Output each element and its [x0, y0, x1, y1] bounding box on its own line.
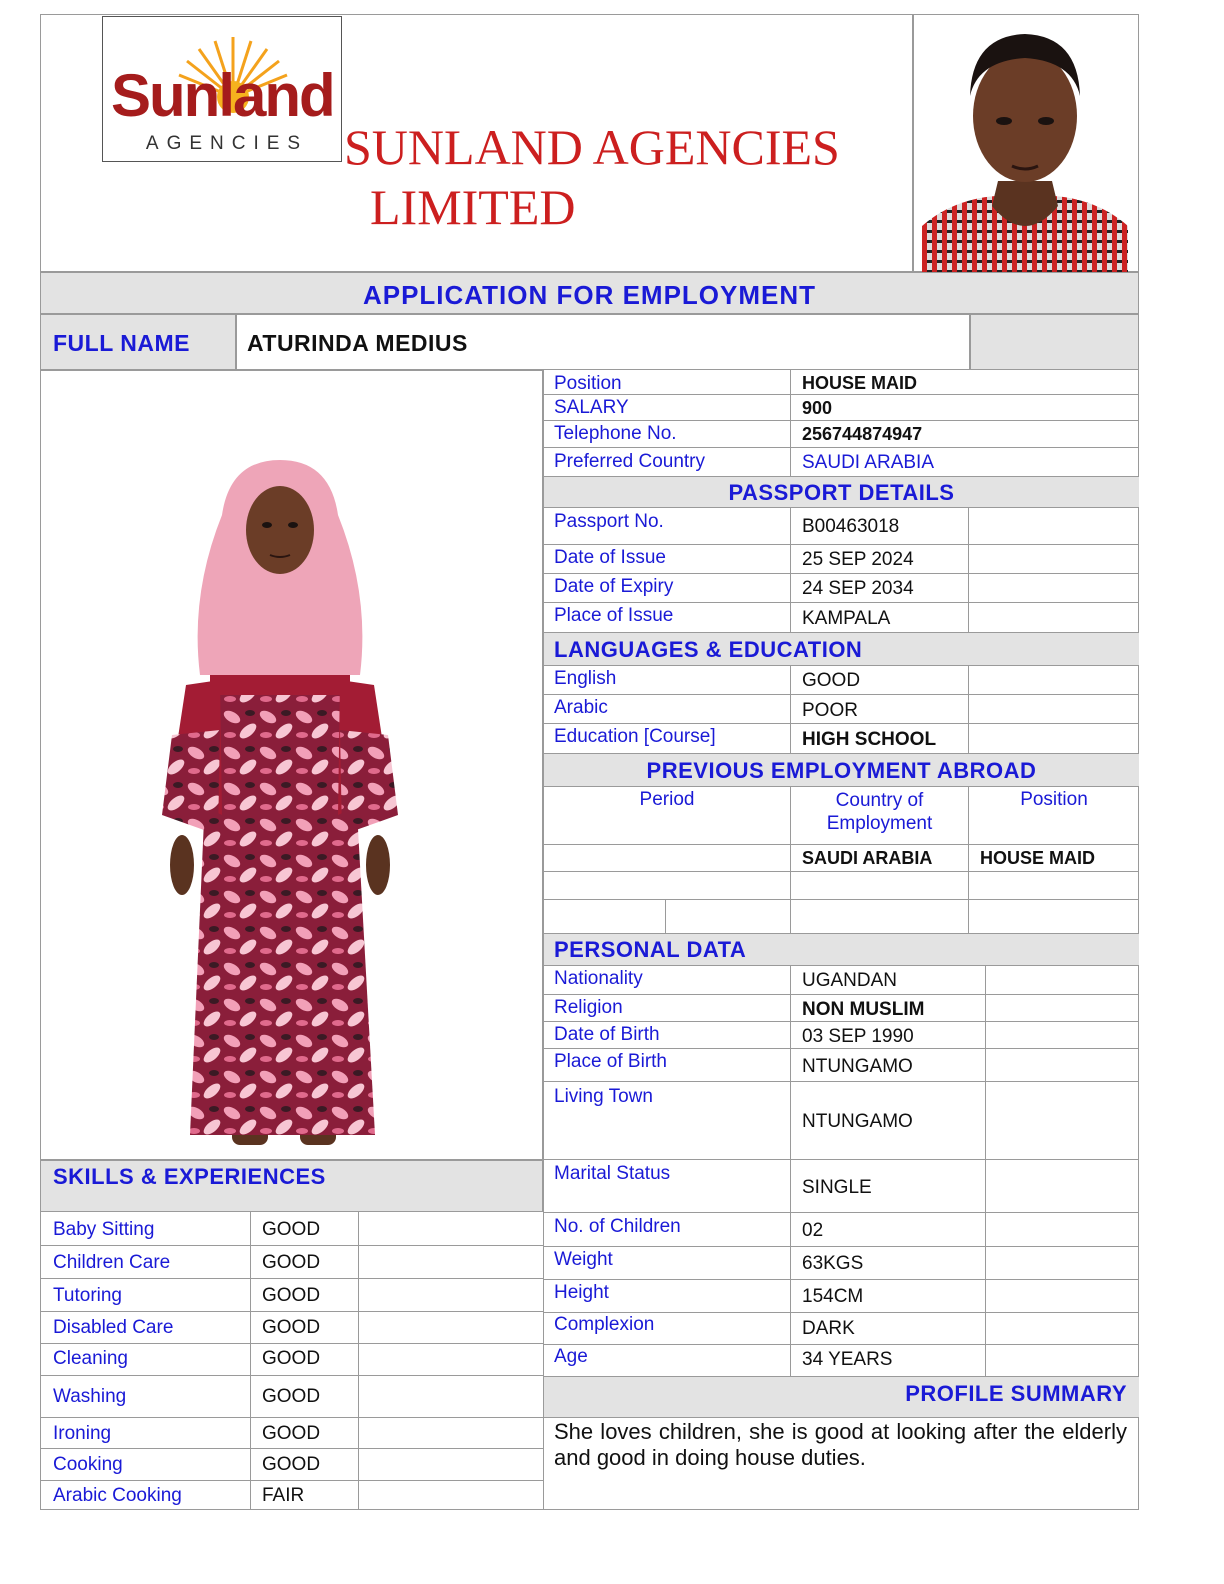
previous-employment-section-title: PREVIOUS EMPLOYMENT ABROAD: [646, 758, 1037, 783]
company-logo: [102, 16, 342, 162]
skill-cleaning-value: GOOD: [262, 1348, 321, 1369]
skill-arabic-cooking-value: FAIR: [262, 1485, 305, 1506]
skills-section-title: SKILLS & EXPERIENCES: [53, 1164, 326, 1189]
age-label: Age: [554, 1346, 588, 1367]
period-column-header: Period: [639, 789, 695, 810]
profile-summary-title: PROFILE SUMMARY: [905, 1381, 1127, 1406]
employment-position-value: HOUSE MAID: [980, 848, 1096, 868]
position-value: HOUSE MAID: [802, 373, 918, 393]
skill-tutoring-label: Tutoring: [53, 1285, 122, 1306]
telephone-value: 256744874947: [802, 424, 923, 444]
logo-wordmark: Sunland: [111, 62, 334, 129]
telephone-label: Telephone No.: [554, 423, 677, 444]
skill-ironing-label: Ironing: [53, 1423, 112, 1444]
country-of-employment-column-header: Country of Employment: [826, 790, 933, 834]
date-of-birth-label: Date of Birth: [554, 1024, 660, 1045]
place-of-birth-label: Place of Birth: [554, 1051, 667, 1072]
date-of-issue-label: Date of Issue: [554, 547, 666, 568]
preferred-country-label: Preferred Country: [554, 451, 706, 472]
passport-no-label: Passport No.: [554, 511, 664, 532]
living-town-label: Living Town: [554, 1086, 653, 1107]
position-column-header: Position: [1020, 789, 1088, 810]
company-name-line2: LIMITED: [370, 179, 576, 235]
skill-ironing-value: GOOD: [262, 1423, 321, 1444]
skill-disabled-care-label: Disabled Care: [53, 1317, 174, 1338]
skill-baby-sitting-label: Baby Sitting: [53, 1219, 155, 1240]
place-of-birth-value: NTUNGAMO: [802, 1056, 913, 1077]
preferred-country-value: SAUDI ARABIA: [802, 452, 934, 473]
languages-section-title: LANGUAGES & EDUCATION: [554, 637, 863, 662]
skill-baby-sitting-value: GOOD: [262, 1219, 321, 1240]
height-label: Height: [554, 1282, 609, 1303]
skill-cooking-value: GOOD: [262, 1454, 321, 1475]
full-name-label: FULL NAME: [53, 330, 190, 356]
full-name-empty-cell: [970, 314, 1139, 370]
skill-tutoring-value: GOOD: [262, 1285, 321, 1306]
skill-children-care-value: GOOD: [262, 1252, 321, 1273]
children-value: 02: [802, 1220, 824, 1241]
marital-status-value: SINGLE: [802, 1177, 872, 1198]
weight-label: Weight: [554, 1249, 613, 1270]
education-value: HIGH SCHOOL: [802, 729, 937, 750]
living-town-value: NTUNGAMO: [802, 1111, 913, 1132]
passport-section-title: PASSPORT DETAILS: [728, 480, 955, 505]
profile-summary-text: She loves children, she is good at looking after the elderly and good in doing house duties.: [554, 1419, 1127, 1470]
skill-washing-value: GOOD: [262, 1386, 321, 1407]
age-value: 34 YEARS: [802, 1349, 893, 1370]
marital-status-label: Marital Status: [554, 1163, 671, 1184]
arabic-label: Arabic: [554, 697, 608, 718]
company-name-line1: SUNLAND AGENCIES: [344, 119, 840, 175]
children-label: No. of Children: [554, 1216, 681, 1237]
arabic-value: POOR: [802, 700, 858, 721]
place-of-issue-label: Place of Issue: [554, 605, 674, 626]
form-title: APPLICATION FOR EMPLOYMENT: [362, 280, 817, 310]
nationality-value: UGANDAN: [802, 970, 898, 991]
skill-cleaning-label: Cleaning: [53, 1348, 128, 1369]
skill-arabic-cooking-label: Arabic Cooking: [53, 1485, 182, 1506]
position-label: Position: [554, 373, 622, 394]
skill-children-care-label: Children Care: [53, 1252, 171, 1273]
english-label: English: [554, 668, 617, 689]
height-value: 154CM: [802, 1286, 864, 1307]
complexion-value: DARK: [802, 1318, 855, 1339]
logo-subtitle: AGENCIES: [145, 133, 309, 154]
date-of-expiry-label: Date of Expiry: [554, 576, 674, 597]
date-of-expiry-value: 24 SEP 2034: [802, 578, 914, 599]
education-label: Education [Course]: [554, 726, 716, 747]
skill-washing-label: Washing: [53, 1386, 127, 1407]
applicant-headshot-photo: [922, 16, 1128, 272]
place-of-issue-value: KAMPALA: [802, 608, 891, 629]
weight-value: 63KGS: [802, 1253, 864, 1274]
skill-disabled-care-value: GOOD: [262, 1317, 321, 1338]
nationality-label: Nationality: [554, 968, 643, 989]
religion-label: Religion: [554, 997, 623, 1018]
english-value: GOOD: [802, 670, 861, 691]
applicant-full-body-photo: [150, 455, 410, 1155]
salary-value: 900: [802, 398, 833, 418]
complexion-label: Complexion: [554, 1314, 655, 1335]
full-name-value: ATURINDA MEDIUS: [247, 330, 468, 356]
skill-cooking-label: Cooking: [53, 1454, 123, 1475]
passport-no-value: B00463018: [802, 516, 900, 537]
date-of-issue-value: 25 SEP 2024: [802, 549, 914, 570]
personal-data-section-title: PERSONAL DATA: [554, 937, 747, 962]
date-of-birth-value: 03 SEP 1990: [802, 1026, 914, 1047]
employment-country-value: SAUDI ARABIA: [802, 848, 933, 868]
religion-value: NON MUSLIM: [802, 999, 925, 1020]
salary-label: SALARY: [554, 397, 629, 418]
